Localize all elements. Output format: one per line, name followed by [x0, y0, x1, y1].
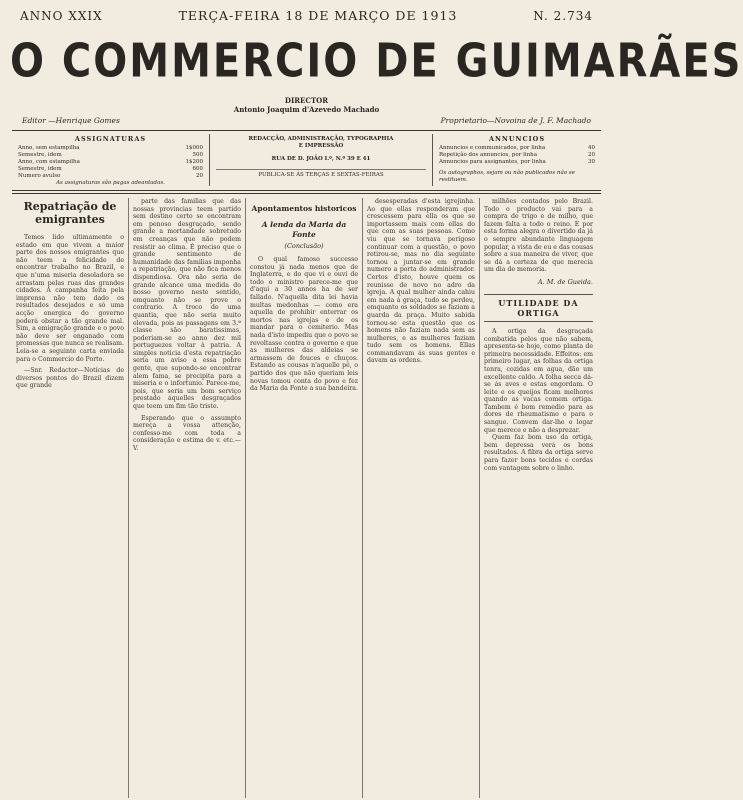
office-address: RUA DE D. JOÃO I.º, N.º 39 E 41 [271, 156, 371, 162]
row-label: Numero avulso [18, 173, 61, 179]
info-bar [12, 134, 601, 186]
article-body [367, 198, 475, 365]
row-price: 1$200 [185, 159, 203, 165]
article-columns [12, 198, 601, 798]
article-body [250, 256, 358, 393]
article-text: O qual famoso successo constou já nada menos que de Inglaterra, e do que vi e ouvi de todo o ministro parece-me que d'aqui a 30 annos ha de ser fallado. N'aquella dita lei havia multas medonhas — como era aquella de prohibir enterrar os mortos nas igrejas e de os mandar para o cemiterio. Mas nada d'isto impediu que o povo se revoltasse contra o governo e que as mulheres das aldeias se armassem de fouces e chuços. Estando as cousas n'aquelle pé, o partido dos que não queriam leis novas tomou conta do povo e fez da Maria da Fonte a sua bandeira. [250, 256, 358, 393]
owner-label: Proprietario—Novoina de J. F. Machado [440, 116, 591, 125]
subscriptions-title: ASSIGNATURAS [74, 135, 147, 143]
article-signature [16, 367, 124, 390]
article-text: desesperadas d'esta igrejinha. Ao que ellas responderam que crescessem para ella os que se importassem mais com ellas do que com as suas pessoas. Como viu que se tornava perigoso continuar com a questão, o povo retirou-se, mas no dia seguinte tornou a juntar-se em grande numero a porta do administrador. Certos d'isto, houve quem os reunisse de novo no adro da igreja. A qual mulher ainda cahiu em nada á graça, tudo se perdeu, emquanto os soldados se faziam a guarda da praça. Muito sabida tornou-se esta questão que os homens não faziam nada sem as mulheres, e as mulheres faziam tudo sem os homens. Ellas commandavam ás suas gentes e davam as ordens. [367, 198, 475, 365]
article-body [16, 234, 124, 363]
column-3 [246, 198, 363, 798]
article-text: Esperando que o assumpto mereça a vossa attenção, confesso-me com toda a consideração e estima de v. etc.—V. [133, 414, 241, 452]
director-name: Antonio Joaquim d'Azevedo Machado [233, 105, 380, 114]
row-label: Repetição dos annuncios, por linha [439, 152, 537, 158]
article-text: —Snr. Redactor—Notícias de diversos pontos do Brazil dizem que grande [16, 367, 124, 390]
row-price: 1$000 [185, 145, 203, 151]
article-subtitle: A lenda da Maria da Fonte [261, 220, 347, 239]
row-price: 20 [588, 152, 595, 158]
article-title: Apontamentos historicos [251, 204, 357, 213]
subscription-row [18, 145, 203, 152]
article-body [484, 328, 593, 472]
editor-label: Editor —Henrique Gomes [22, 116, 120, 125]
column-2 [129, 198, 246, 798]
office-box [210, 134, 433, 186]
row-label: Semestre, idem [18, 152, 62, 158]
subscriptions-note: As assignaturas são pagas adeantadas. [56, 180, 165, 186]
ads-row [439, 159, 595, 166]
ads-title: ANNUNCIOS [488, 135, 546, 143]
ads-row [439, 145, 595, 152]
top-rule [12, 130, 601, 131]
article-text: A ortiga da desgraçada combatida pelos que não sabem, apresenta-se hoje, como planta de primeira necessidade. Effeitos: em primeiro lugar, as folhas da ortiga tenra, cozidas em agua, dão um excellente caldo. A folha secca dá-se ás aves e estas engordam. O leite e os queijos ficam melhores quando as vacas comem ortiga. Tambem é bom remedio para as dores de rheumatismo e para o sangue. Convem dar-lhe o logar que merece e não a desprezar. [484, 327, 593, 434]
article-body [484, 198, 593, 274]
article-body [133, 198, 241, 411]
ads-note: Os autographos, sejam ou não publicados não se restituem. [439, 170, 575, 183]
article-text: Temos lido ultimamente o estado em que vivem a maior parte dos nossos emigrantes que não teem a felicidade de encontrar trabalho no Brazil, e que n'uma miseria desoladora se arrastam pelas ruas das grandes cidades. A campanha feita pela imprensa não tem dado os resultados desejados e só uma acção energica do governo poderá obstar a tão grande mal. Sim, a emigração grande e o povo não deve ser enganado com promessas que nunca se realisam. Leia-se a seguinte carta enviada para o Commercio do Porto. [16, 234, 124, 363]
article-text: milhões contados pelo Brazil. Todo o producto vai para a compra de trigo e de milho, que fazem falta a todo o reino. E por esta forma alegra o divertido da já o sempre abundante linguagem popular, a vista de eu e das cousas sobre a sua maneira de viver, que se dá a certeza de que merecia um dia de memoria. [484, 198, 593, 274]
subscription-row [18, 152, 203, 159]
office-line2: E IMPRESSÃO [298, 143, 344, 149]
row-price: 20 [196, 173, 203, 179]
newspaper-title: O COMMERCIO DE GUIMARÃES [10, 35, 743, 89]
ads-row [439, 152, 595, 159]
row-label: Anno, com estampilha [18, 159, 80, 165]
article-continued: (Conclusão) [284, 242, 324, 250]
article-text: Quem faz bom uso da ortiga, bem depressa verá os bons resultados. A fibra da ortiga serve para fazer bons tecidos e cordas com vantagem sobre o linho. [484, 434, 593, 472]
column-4 [363, 198, 480, 798]
info-rule-1 [12, 190, 601, 191]
row-price: 500 [192, 152, 203, 158]
subscription-row [18, 166, 203, 173]
office-publication: PUBLICA-SE ÁS TERÇAS E SEXTAS-FEIRAS [216, 169, 426, 179]
column-5 [480, 198, 597, 798]
office-line1: REDACÇÃO, ADMINISTRAÇÃO, TYPOGRAPHIA [248, 136, 394, 142]
year-label: ANNO XXIX [20, 9, 103, 23]
subscription-row [18, 159, 203, 166]
row-price: 40 [588, 145, 595, 151]
subscriptions-box [12, 134, 210, 186]
masthead-topline [20, 8, 593, 30]
row-label: Semestre, idem [18, 166, 62, 172]
row-label: Annuncios e communicados, por linha [439, 145, 546, 151]
issue-number: N. 2.734 [533, 9, 593, 23]
director-block [0, 96, 613, 114]
subscription-row [18, 173, 203, 180]
article-text: parte das familias que das nossas provincias teem partido sem destino certo se encontram em penoso desgraçado, sendo grande a mortandade sobretudo em creanças que não podem resistir ao clima. É preciso que o grande sentimento de humanidade das familias imponha a repatriação, que não fica menos dispendiosa. Ora não seria de grande alcance uma medida do nosso governo neste sentido, emquanto não se prove o contrario. A troco de uma quantia, que não seria muito elevada, pois as passagens em 3.ª classe são baratissimas, poderiam-se ao anno dez mil portuguezes voltar à patria. A simples noticia d'esta repatriação seria um aviso a essa pobre gente, que supondo-se encontrar alem fama, se precipita para a miseria e o infortunio. Parece-me, pois, que seria um bom serviço prestado áquelles desgraçados que teem um fim tão triste. [133, 198, 241, 411]
article-title: Repatriação de emigrantes [23, 200, 117, 226]
column-1 [12, 198, 129, 798]
row-price: 30 [588, 159, 595, 165]
row-price: 600 [192, 166, 203, 172]
info-rule-2 [12, 193, 601, 194]
section-title: UTILIDADE DA ORTIGA [484, 294, 593, 322]
row-label: Annuncios para assignantes, por linha [439, 159, 546, 165]
date-label: TERÇA-FEIRA 18 DE MARÇO DE 1913 [178, 8, 458, 23]
row-label: Anno, sem estampilha [18, 145, 80, 151]
ads-box [433, 134, 601, 186]
editor-row [22, 116, 591, 125]
director-label: DIRECTOR [284, 96, 329, 105]
article-signature: A. M. de Gueida. [537, 277, 593, 286]
article-closing [133, 415, 241, 453]
